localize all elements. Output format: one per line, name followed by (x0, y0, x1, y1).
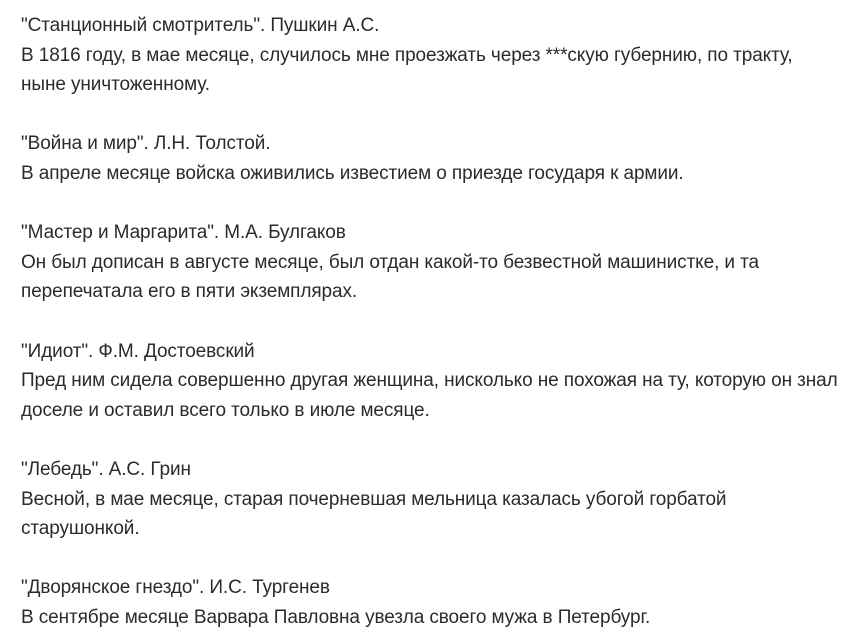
quote-heading: "Дворянское гнездо". И.С. Тургенев (21, 577, 330, 599)
quote-heading: "Война и мир". Л.Н. Толстой. (21, 133, 271, 155)
quote-heading: "Лебедь". А.С. Грин (21, 458, 191, 480)
quote-text: В 1816 году, в мае месяце, случилось мне проезжать через ***скую губернию, по тракту, ныне уничтоженному. (21, 44, 793, 96)
quote-block (21, 11, 841, 100)
quote-block (21, 337, 841, 426)
quote-block (21, 455, 841, 544)
quote-heading: "Мастер и Маргарита". М.А. Булгаков (21, 222, 346, 244)
quote-text: В сентябре месяце Варвара Павловна увезла своего мужа в Петербург. (21, 606, 651, 628)
quote-block (21, 129, 841, 188)
quote-text: В апреле месяце войска оживились известием о приезде государя к армии. (21, 162, 684, 184)
quote-text: Он был дописан в августе месяце, был отдан какой-то безвестной машинистке, и та перепечатала его в пяти экземплярах. (21, 251, 759, 303)
quote-heading: "Идиот". Ф.М. Достоевский (21, 340, 255, 362)
quote-block (21, 218, 841, 307)
quote-heading: "Станционный смотритель". Пушкин А.С. (21, 15, 380, 36)
quote-text: Весной, в мае месяце, старая почерневшая мельница казалась убогой горбатой старушонкой. (21, 488, 727, 540)
quote-block (21, 573, 841, 632)
quote-text: Пред ним сидела совершенно другая женщина, нисколько не похожая на ту, которую он знал доселе и оставил всего только в июле месяце. (21, 370, 838, 421)
document-body (21, 11, 841, 632)
